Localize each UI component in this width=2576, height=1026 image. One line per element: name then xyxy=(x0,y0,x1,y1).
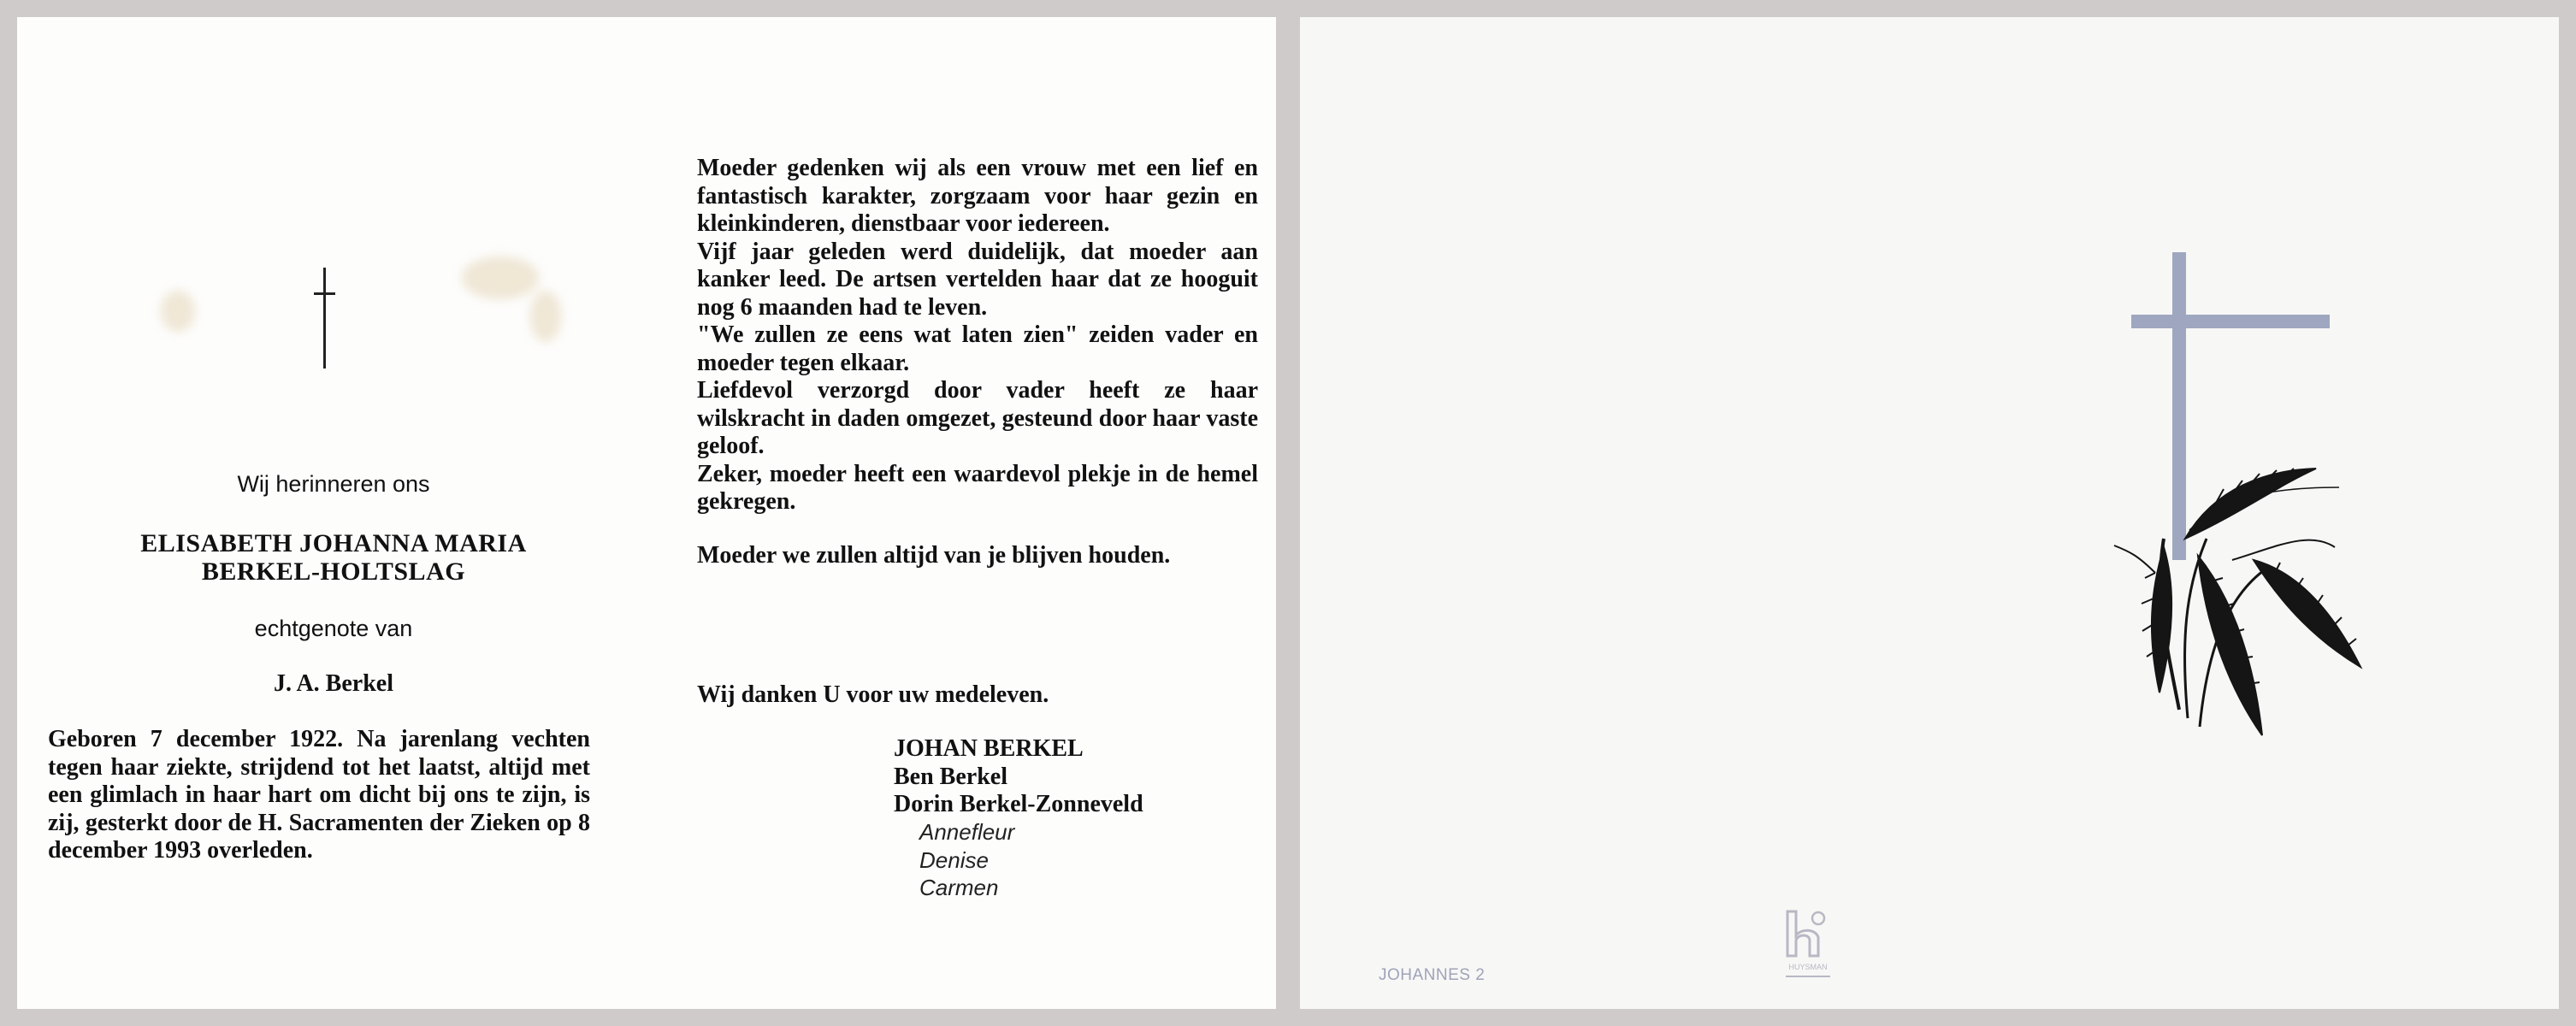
inside-spread xyxy=(17,17,1276,1009)
paragraph: Liefdevol verzorgd door vader heeft ze haar wilskracht in daden omgezet, gesteund door haar vaste geloof. xyxy=(697,377,1258,459)
model-code: JOHANNES 2 xyxy=(1379,966,1486,984)
signer: Dorin Berkel-Zonneveld xyxy=(894,791,1143,817)
cover-page xyxy=(1300,17,2559,1009)
deceased-surname: BERKEL-HOLTSLAG xyxy=(201,557,466,586)
cross-wheat-illustration xyxy=(2104,231,2395,778)
signer: JOHAN BERKEL xyxy=(894,735,1084,762)
huysman-logo xyxy=(1781,906,1835,985)
signer: Ben Berkel xyxy=(894,763,1007,790)
paragraph: Moeder gedenken wij als een vrouw met een lief en fantastisch karakter, zorgzaam voor haar gezin en kleinkinderen, dienstbaar voor iedereen. xyxy=(697,155,1258,237)
signers-list xyxy=(894,735,1143,819)
grandchild: Annefleur xyxy=(919,819,1015,845)
grandchildren-list xyxy=(919,818,1014,902)
grandchild: Carmen xyxy=(919,875,999,900)
biography-text: Geboren 7 december 1922. Na jarenlang vechten tegen haar ziekte, strijdend tot het laatst, altijd met een glimlach in haar hart om dicht bij ons te zijn, is zij, gesterkt door de H. Sacramenten der Zieken op 8 december 1993 overleden. xyxy=(48,726,590,864)
grandchild: Denise xyxy=(919,846,989,873)
paper-stain xyxy=(161,291,195,332)
deceased-name: ELISABETH JOHANNA MARIA xyxy=(140,529,527,557)
spouse-label: echtgenote van xyxy=(254,616,413,641)
paper-stain xyxy=(462,256,539,299)
paper-stain xyxy=(530,291,561,342)
wheat-icon xyxy=(2114,469,2360,735)
paragraph: "We zullen ze eens wat laten zien" zeiden vader en moeder tegen elkaar. xyxy=(697,321,1258,376)
spouse-name: J. A. Berkel xyxy=(274,670,393,697)
intro-text: Wij herinneren ons xyxy=(237,471,430,497)
paragraph: Vijf jaar geleden werd duidelijk, dat moeder aan kanker leed. De artsen vertelden haar dat ze hooguit nog 6 maanden had te leven. xyxy=(697,238,1258,321)
paragraph: Moeder we zullen altijd van je blijven houden. xyxy=(697,541,1171,569)
paragraph: Zeker, moeder heeft een waardevol plekje in de hemel gekregen. xyxy=(697,460,1258,515)
logo-text: HUYSMAN xyxy=(1788,963,1828,971)
memorial-text xyxy=(697,155,1258,569)
thanks-text: Wij danken U voor uw medeleven. xyxy=(697,681,1049,708)
